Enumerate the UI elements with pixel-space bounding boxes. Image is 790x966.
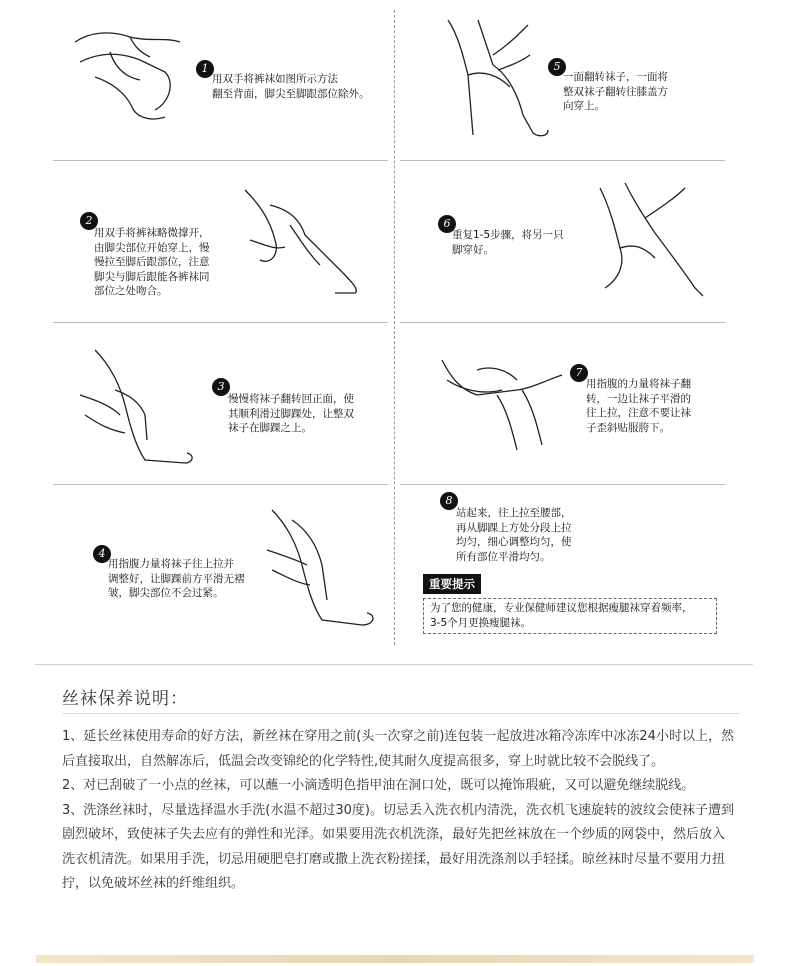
notice-title: 重要提示 [423,574,481,594]
step-7-badge: 7 [570,364,588,382]
section-divider [35,664,753,665]
care-paragraph-3: 3、洗涤丝袜时，尽量选择温水手洗(水温不超过30度)。切忌丢入洗衣机内清洗，洗衣机飞速旋转的波纹会使袜子遭到剧烈破坏，致使袜子失去应有的弹性和光泽。如果要用洗衣机洗涤，最好先把丝袜放在一个纱质的网袋中，然后放入洗衣机清洗。如果用手洗，切忌用硬肥皂打磨或撒上洗衣粉搓揉，最好用洗涤剂以手轻揉。晾丝袜时尽量不要用力扭拧，以免破坏丝袜的纤维组织。 [62,802,734,891]
row-divider [53,160,388,161]
step-5-illustration [438,15,553,145]
row-divider [400,484,725,485]
decorative-bottom-band [36,955,754,963]
column-divider [394,10,395,645]
step-2-illustration [240,185,365,295]
step-8-badge: 8 [440,492,458,510]
notice-text: 为了您的健康，专业保健师建议您根据瘦腿袜穿着频率， 3-5个月更换瘦腿袜。 [430,602,693,629]
step-1-illustration [70,22,190,127]
care-body [62,725,734,897]
step-5-text: 一面翻转袜子，一面将 整双袜子翻转往膝盖方 向穿上。 [563,71,668,112]
step-6-text: 重复1-5步骤，将另一只 脚穿好。 [452,229,564,256]
step-7-text: 用指腹的力量将袜子翻 转，一边让袜子平滑的 往上拉，注意不要让袜 子歪斜贴服胯下。 [586,378,691,434]
step-7-illustration [437,350,567,455]
step-2-badge: 2 [80,212,98,230]
step-1-text: 用双手将裤袜如图所示方法 翻至背面，脚尖至脚跟部位除外。 [212,73,370,100]
step-6-badge: 6 [438,215,456,233]
step-2-text: 用双手将裤袜略微撑开， 由脚尖部位开始穿上，慢 慢拉至脚后跟部位，注意 脚尖与脚后跟能各裤袜同 部位之处吻合。 [94,227,210,297]
notice-box [423,598,717,634]
care-title-underline [62,713,740,714]
step-3-badge: 3 [212,378,230,396]
care-paragraph-2: 2、对已刮破了一小点的丝袜，可以蘸一小滴透明色指甲油在洞口处，既可以掩饰瑕疵，又可以避免继续脱线。 [62,778,695,793]
step-6-illustration [585,178,710,303]
step-3-text: 慢慢将袜子翻转回正面，使 其顺利滑过脚踝处，让整双 袜子在脚踝之上。 [228,393,354,434]
care-title: 丝袜保养说明： [62,689,188,709]
step-4-badge: 4 [93,545,111,563]
step-4-text: 用指腹力量将袜子往上拉并 调整好，让脚踝前方平滑无褶 皱，脚尖部位不会过紧。 [108,558,245,599]
step-4-illustration [262,505,382,630]
row-divider [53,322,388,323]
step-1-badge: 1 [196,60,214,78]
step-8-text: 站起来，往上拉至腰部， 再从脚踝上方处分段上拉 均匀，细心调整均匀，使 所有部位平滑均匀。 [456,507,572,563]
care-paragraph-1: 1、延长丝袜使用寿命的好方法，新丝袜在穿用之前(头一次穿之前)连包装一起放进冰箱冷冻库中冰冻24小时以上，然后直接取出，自然解冻后，低温会改变锦纶的化学特性,使其耐久度提高很多，穿上时就比较不会脱线了。 [62,729,734,769]
row-divider [400,322,725,323]
step-5-badge: 5 [548,58,566,76]
row-divider [53,484,388,485]
step-3-illustration [75,345,205,470]
row-divider [400,160,725,161]
